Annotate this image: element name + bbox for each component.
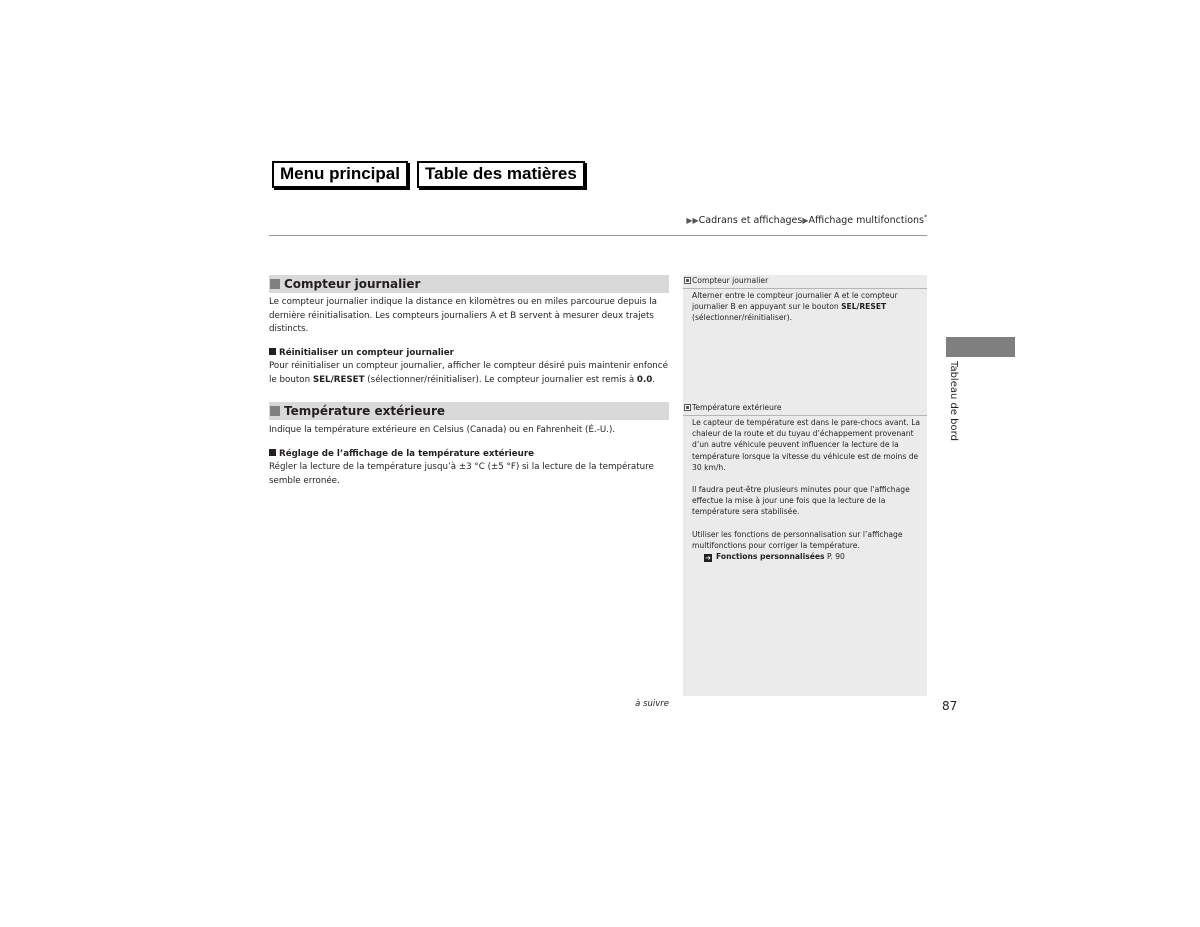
section-title: Température extérieure	[284, 404, 446, 418]
section-title: Compteur journalier	[284, 277, 421, 291]
reference-page: P. 90	[827, 552, 845, 562]
paragraph: Indique la température extérieure en Celsius (Canada) ou en Fahrenheit (É.-U.).	[269, 425, 616, 435]
section-heading-outside-temperature	[269, 402, 669, 420]
continued-label: à suivre	[635, 699, 669, 709]
note-icon	[684, 277, 691, 284]
breadcrumb-arrow-icon: ▶▶	[686, 216, 699, 226]
cross-reference-link[interactable]	[692, 551, 924, 562]
bullet-square-icon	[269, 348, 276, 355]
breadcrumb-part-2: Affichage multifonctions	[808, 215, 924, 227]
note-paragraph: Utiliser les fonctions de personnalisation sur l’affichage multifonctions pour corriger la température.	[692, 529, 903, 550]
note-icon	[684, 404, 691, 411]
chapter-tab-label: Tableau de bord	[948, 361, 959, 441]
note-body-trip-meter	[692, 290, 924, 335]
main-menu-button[interactable]: Menu principal	[272, 161, 408, 188]
section-marker-icon	[270, 406, 280, 416]
section-body-trip-meter	[269, 296, 669, 387]
breadcrumb-arrow-icon: ▶	[802, 216, 809, 226]
chapter-tab-marker	[946, 337, 1015, 357]
section-body-outside-temperature	[269, 424, 669, 488]
note-body-outside-temperature	[692, 417, 924, 562]
note-heading-outside-temperature: Température extérieure	[683, 402, 927, 416]
bullet-square-icon	[269, 449, 276, 456]
paragraph: Régler la lecture de la température jusqu’à ±3 °C (±5 °F) si la lecture de la température semble erronée.	[269, 462, 654, 486]
note-paragraph: Alterner entre le compteur journalier A et le compteur journalier B en appuyant sur le bouton SEL/RESET (sélectionner/réinitialiser).	[692, 291, 898, 323]
button-name: SEL/RESET	[312, 374, 365, 385]
header-rule	[269, 235, 927, 236]
button-name: SEL/RESET	[841, 302, 887, 312]
note-paragraph: Il faudra peut-être plusieurs minutes pour que l’affichage effectue la mise à jour une fois que la lecture de la température sera stabilisée.	[692, 485, 910, 517]
breadcrumb-part-1: Cadrans et affichages	[698, 215, 803, 227]
table-of-contents-button[interactable]: Table des matières	[417, 161, 585, 188]
page-number: 87	[942, 699, 958, 713]
note-paragraph: Le capteur de température est dans le pare-chocs avant. La chaleur de la route et du tuyau d’échappement provenant d’un autre véhicule peuvent influencer la lecture de la température lorsque la vitesse du véhicule est de moins de 30 km/h.	[692, 418, 921, 472]
paragraph: Le compteur journalier indique la distance en kilomètres ou en miles parcourue depuis la dernière réinitialisation. Les compteurs journaliers A et B servent à mesurer deux trajets distincts.	[269, 297, 657, 334]
reference-label: Fonctions personnalisées	[716, 552, 825, 562]
reset-value: 0.0	[636, 374, 653, 385]
subheading: Réglage de l’affichage de la température extérieure	[269, 448, 669, 462]
subheading: Réinitialiser un compteur journalier	[269, 347, 669, 361]
section-heading-trip-meter	[269, 275, 669, 293]
reference-arrow-icon: ➔	[705, 554, 711, 563]
paragraph: Pour réinitialiser un compteur journalier, afficher le compteur désiré puis maintenir enfoncé le bouton SEL/RESET (sélectionner/réinitialiser). Le compteur journalier est remis à 0.0.	[269, 361, 668, 385]
section-marker-icon	[270, 279, 280, 289]
breadcrumb-footnote-mark: *	[924, 214, 927, 221]
note-heading-trip-meter: Compteur journalier	[683, 275, 927, 289]
breadcrumb	[686, 214, 927, 226]
